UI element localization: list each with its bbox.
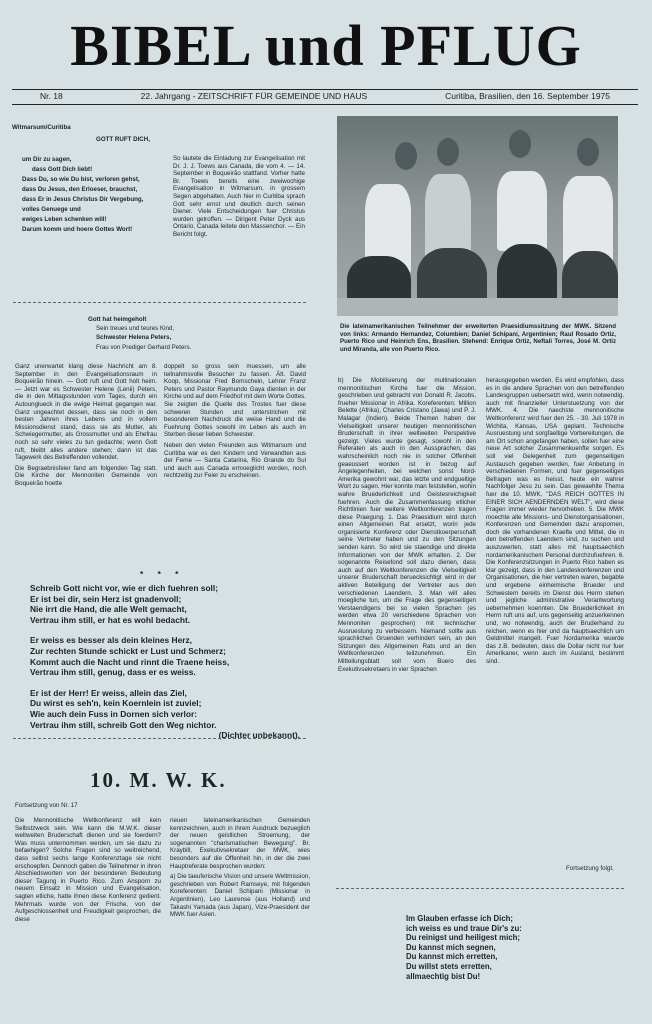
section-divider <box>13 738 306 739</box>
hymn-line: Zur rechten Stunde schickt er Lust und Schmerz; <box>30 645 226 656</box>
hymn-line: Vertrau ihm still, er hat es wohl bedacht. <box>30 614 191 625</box>
poem-line: dass Du Jesus, den Erloeser, brauchst, <box>22 186 138 193</box>
section-divider <box>13 302 306 303</box>
issue-place-date: Curitiba, Brasilien, den 16. September 1975 <box>445 91 610 101</box>
issue-number: Nr. 18 <box>40 91 63 101</box>
evangelisation-report: So lautete die Einladung zur Evangelisation mit Dr. J. J. Toews aus Canada, die vom 4. — 14. September in Boqueirão stattfand. Vorher hatte Br. Toews bereits eine zweiwochige Evangelisation in Witmarsum, in grossem Segen abgehalten. Auch hier in Curitiba sprach Gott sehr ernst und deutlich durch seinen Diener. Viele Entscheidungen fuer Christus wurden getroffen. — Dirigent Peter Dyck aus Ontario, Canada leitete den Massenchor. — Ein Bericht folgt. <box>173 155 305 238</box>
hymn-line: Nie irrt die Hand, die alle Welt gemacht, <box>30 604 187 615</box>
hymn-line: Kommt auch die Nacht und rinnt die Traene heiss, <box>30 656 230 667</box>
closing-poem-line: Du willst stets erretten, <box>406 961 492 971</box>
masthead-issue-line <box>40 91 610 101</box>
masthead-rule-top <box>12 89 638 90</box>
closing-poem-line: Du reinigst und heiligest mich; <box>406 933 520 943</box>
obituary-heading: Gott hat heimgeholt <box>88 316 147 323</box>
mwk-continuation: Fortsetzung von Nr. 17 <box>15 802 78 809</box>
hymn-line: Vertrau ihm still, schreib Gott den Weg nichtor. <box>30 719 217 730</box>
obituary-column-1 <box>15 363 157 491</box>
photo-caption: Die lateinamerikanischen Teilnehmer der erweiterten Praesidiumssitzung der MWK. Sitzend von links: Armando Hernandez, Columbien; Daniel Schipani, Argentinien; Raul Rosado Ortiz, Puerto Rico und Heinrich Ens, Brasilien. Stehend: Enrique Ortiz, Neftali Torres, José M. Ortiz und Miranda, alle von Puerto Rico. <box>340 323 616 353</box>
mwk-paragraph: neuen lateinamerikanischen Gemeinden kennzeichnen, auch in ihrem Ausdruck bezueglich der neuen geistlichen Stroemung, der sogenannten "charismatischen Bewegung". Br. Kraybill, Exekutivsekretaer der MWK, wies besonders auf die Offenheit hin, in der die zwei Hauptreferate besprochen wurden: <box>170 817 310 870</box>
masthead-rule-bottom <box>12 104 638 105</box>
mwk-column-2 <box>170 817 310 922</box>
obituary-paragraph: doppelt so gross sein muessen, um alle teilnahmsvolle Besucher zu fassen. Ält. David Koop, Missionar Fred Bornschein, Lehrer Franz Peters und Pastor Raymundo Gaya dienten in der Kirche und auf dem Friedhof mit dem Worte Gottes. Sie zeigten die Quelle des Trostes fuer diese schweren Stunden und unterstrichen mit besonderem Nachdruck die weise Hand und die Fuehrung Gottes sowohl im Leben als auch im Sterben dieser lieben Schwester. <box>164 363 306 439</box>
obituary-line: Sein treues und teures Kind, <box>96 325 175 332</box>
hymn-line: Vertrau ihm still, genug, dass er es weiss. <box>30 667 196 678</box>
hymn-line: Du wirst es seh'n, kein Koernlein ist zuviel; <box>30 698 202 709</box>
invitation-poem <box>22 155 164 235</box>
conference-participants-photo <box>337 116 618 316</box>
mwk-title: 10. M. W. K. <box>90 768 227 792</box>
issue-subtitle: 22. Jahrgang - ZEITSCHRIFT FÜR GEMEINDE UND HAUS <box>140 91 368 101</box>
poem-line: dass Er in Jesus Christus Dir Vergebung, <box>22 196 144 203</box>
poem-line: ewiges Leben schenken will! <box>22 216 107 223</box>
hymn-line: Er weiss es besser als dein kleines Herz, <box>30 635 193 646</box>
closing-poem-line: Im Glauben erfasse ich Dich; <box>406 914 514 923</box>
mwk-column-3: b) Die Mobilisierung der multinationalen mennonitischen Kirche fuer die Mission, geschrieben und gebracht von Donald R. Jacobs, frueher Missionar in Afrika. Koreferenten: Million Belette (Afrika), Charles Cristano (Jawa) und P. J. Malagar (Indien). Beide Themen haben der Vielseitigkeit unserer heutigen mennonitischen Bruderschaft in ihrer weltweiten Perspektive gezeigt. Vieles wurde gesagt, sowohl in den Referaten als auch in den Aussprachen, das wahrscheinlich noch nie in solcher Offenheit geaeussert worden ist in bezug auf Angelegenheiten, bei welchen sonst Nord-Amerika gewohnt war, das letzte und endgueltige Wort zu sagen. Hier konnte man feststellen, wohin wahre Bruederlichkeit und Geistesreichigkeit fuehren. Auch die Zusammenfassung etlicher Richtlinien fuer weitere Weltkonferenzen tragen diese Praegung. 1. Das Praesidium wird durch einen Allgemeinen Rat ersetzt, worin jede organisierte Konferenz oder Dienstkoerperschaft seine Vertreter haben und zu den Sitzungen senden kann. So wird sie staendige und direkte Informationen von der MWK erhalten. 2. Der sogenannte Reisefond soll dazu dienen, dass auch auf den Weltkonferenzen die Vielseitigkeit unserer Bruderschaft beruecksichtigt wird in der aktiven Beteiligung der Vertreter aus den verschiedenen Laendern. 3. Man will alles moegliche tun, um die Frage des gegenseitigen Verstaendigens bei so vielen Sprachen (es werden etwa 20 verschiedene Sprachen von Mennoniten gesprochen) mit technischer Ausruestung zu verbessern. Niemand sollte aus sprachlichen Gruenden verhindert sein, an den Sitzungen des Allgemeinen Rats und an den Weltkonferenzen teilzunehmen. Ein Mitteilungsblatt soll vom Buero des Exekutivsekretaers in vier Sprachen <box>338 377 476 673</box>
poem-line: Dass Du, so wie Du bist, verloren gehst, <box>22 176 140 183</box>
closing-poem-line: allmaechtig bist Du! <box>406 971 481 981</box>
separator-stars: * * * <box>140 569 185 579</box>
poem-line: Darum komm und hoere Gottes Wort! <box>22 226 133 233</box>
obituary-name: Schwester Helena Peters, <box>96 334 172 341</box>
hymn-line: Er ist der Herr! Er weiss, allein das Ziel, <box>30 687 187 698</box>
masthead-title: BIBEL und PFLUG <box>70 13 582 78</box>
hymn-line: Wie auch dein Fuss in Dornen sich verlor: <box>30 708 197 719</box>
obituary-column-2 <box>164 363 306 483</box>
mwk-follow-note: Fortsetzung folgt. <box>566 865 614 872</box>
poem-line: um Dir zu sagen, <box>22 156 72 163</box>
closing-poem-line: Du kannst mich erretten, <box>406 952 498 962</box>
poem-line: dass Gott Dich liebt! <box>32 166 93 173</box>
hymn-author: (Dichter unbekannt). <box>218 730 300 741</box>
mwk-column-1: Die Mennonitische Weltkonferenz will kein Selbstzweck sein. Wie kann die M.W.K. dieser weltweiten Bruderschaft dienen und sie foerdern? Was muss unternommen werden, um sie dazu zu befaehigen? Solche Fragen sind so weitreichend, dass selbst sechs lange Konferenztage sie nicht erschoepfen. Dennoch gaben die Teilnehmer in ihren Abschiedsworten von der besonderen Bedeutung dieser Tagung in Puerto Rico. Zum Ansporn zu neuem Einsatz in Mission und Evangelisation, sagten etliche, hatte ihnen diese Konferenz gedient. Mehrmals wurde von der Frische, von der Aufgeschlossenheit und Freudigkeit gesprochen, die diese <box>15 817 161 923</box>
closing-poem <box>406 914 626 981</box>
mwk-paragraph: a) Die taeuferische Vision und unsere Weltmission, geschrieben von Robert Ramseye, mit folgenden Koreferenten: Daniel Schipani (Missionar in Argentinien), Leo Laurense (aus Holland) und Takashi Yamada (aus Japan), Vize-Praesident der MWK fuer Asien. <box>170 873 310 919</box>
poem-line: volles Genuege und <box>22 206 81 213</box>
closing-poem-line: Du kannst mich segnen, <box>406 942 496 952</box>
section-divider <box>336 888 624 889</box>
mwk-column-4: herausgegeben werden. Es wird empfohlen, dass es in die andere Sprachen von den betreffenden Landesgruppen uebersetzt wird, wenn notwendig, auch mit finanzieller Unterstuetzung von der MWK. 4. Die naechste mennonitische Weltkonferenz wird fuer den 25. - 30. Juli 1978 in Wichita, Kansas, USA geplant. Technische Ausruestung und sorgfaeltige Vorbereitungen, die am Ort schon angefangen haben, sollen fuer eine neue Art solcher Zusammenkuenfte sorgen. Es soll viel Gelegenheit zum gegenseitigen Austausch gegeben werden, fuer Anbetung in verschiedenen Formen, und fuer gegenseitiges Befragen was es heisst, heute ein wahrer Nachfolger Jesu zu sein. Das gewaehlte Thema fuer die 10. MWK, "DAS REICH GOTTES IN EINER SICH AENDERNDEN WELT", wird diese Fragen immer wieder hervorheben. 5. Die MWK moechte alle Missions- und Dienstorganisationen, Konferenzen und Gemeinden dazu anspornen, doch die vorhandenen Kraefte und Mittel, die in den betreffenden Laendern sind, zu suchen und auszuwerten, statt alles mit hauptsaechlich nordamerikanischem Personal durchzufuehren. 6. Die Konferenzsitzungen in Puerto Rico haben es klar gezeigt, dass in den Landeskonferenzen und Organisationen, die hier vertreten waren, begabte und ergebene einheimische Brueder und Schwestern bereits im Dienst des Herrn stehen und jegliche administrative Verantwortung uebernehmen koennten. Die Bruederlichkeit im Herrn ruft uns auf, uns gegenseitig anzuerkennen und, wo notwendig, auch der Bruderhand zu reichen, wenn es hier und da hauptsaechlich um Geldmittel mangelt. Fuer Nordamerika wuerde das z.B. bedeuten, dass die Dollar nicht nur fuer Amerikaner, wenn auch im Ausland, bestimmt sind. <box>486 377 624 665</box>
obituary-line: Frau von Prediger Gerhard Peters. <box>96 344 192 351</box>
obituary-paragraph: Ganz unerwartet klang diese Nachricht am 8. September in den Evangelisationsraum in Boqueirão hinein. — Gott ruft und Gott holt heim. — Jetzt war es Schwester Helene (Lenii) Peters, die in den Mittagsstunden vom Tages, durch ein Autounglueck in die ewige Heimat gegangen war. Ganz ungeachtet dessen, dass sie noch in den besten Jahren ihres Lebens und in vollem Missionsdienst stand, dass sie als Mutter, als Schwiegermutter, als Grossmutter und als Ehefrau noch so sehr vieles zu tun gedachte; wenn Gott ruft, bleibt alles andere stehen; dann ist das Tagewerk des Betreffenden vollendet. <box>15 363 157 462</box>
hymn-poem <box>30 583 320 741</box>
obituary-paragraph: Neben den vielen Freunden aus Witmarsum und Curitiba war es den Kindern und Verwandten aus der Ferne — Santa Catarina, Rio Grande do Sul und auch aus Canada ermoeglicht worden, noch rechtzeitig zur Feier zu erscheinen. <box>164 441 306 480</box>
obituary-paragraph: Die Begraebnisfeier fand am folgenden Tag statt. Die Kirche der Mennoniten Gemeinde von Boqueirão hoette <box>15 464 157 487</box>
closing-poem-line: ich weiss es und traue Dir's zu: <box>406 923 522 933</box>
poem-title: GOTT RUFT DICH, <box>96 136 150 143</box>
hymn-line: Er ist bei dir, sein Herz ist gnadenvoll; <box>30 593 182 604</box>
dateline: Witmarsum/Curitiba <box>12 124 71 131</box>
hymn-line: Schreib Gott nicht vor, wie er dich fuehren soll; <box>30 583 219 593</box>
